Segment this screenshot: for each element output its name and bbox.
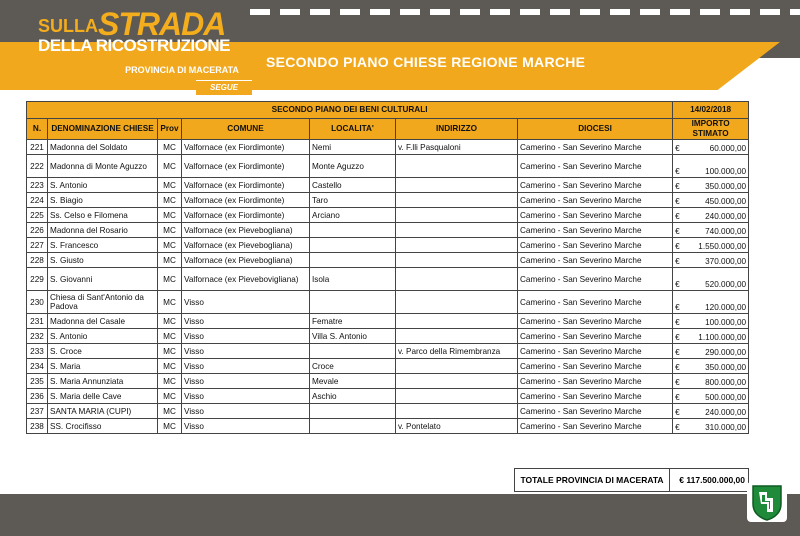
row-prov: MC	[158, 223, 182, 238]
currency-symbol: €	[675, 257, 680, 266]
table-row	[27, 419, 749, 434]
row-diocesi: Camerino - San Severino Marche	[518, 419, 673, 434]
row-number: 232	[27, 329, 48, 344]
segue-label: SEGUE	[196, 80, 252, 95]
currency-symbol: €	[675, 378, 680, 387]
row-church-name: Madonna del Soldato	[48, 140, 158, 155]
col-header-name: DENOMINAZIONE CHIESE	[48, 119, 158, 140]
row-prov: MC	[158, 389, 182, 404]
table-date: 14/02/2018	[673, 102, 749, 119]
bottom-bar	[0, 494, 800, 536]
amount-value: 1.550.000,00	[698, 242, 747, 251]
table-row	[27, 404, 749, 419]
col-header-comune: COMUNE	[182, 119, 310, 140]
row-diocesi: Camerino - San Severino Marche	[518, 178, 673, 193]
amount-value: 240.000,00	[705, 212, 747, 221]
row-indirizzo: v. F.lli Pasqualoni	[396, 140, 518, 155]
amount-value: 60.000,00	[709, 144, 747, 153]
row-comune: Visso	[182, 404, 310, 419]
row-number: 236	[27, 389, 48, 404]
row-number: 237	[27, 404, 48, 419]
table-row	[27, 140, 749, 155]
row-church-name: Madonna del Casale	[48, 314, 158, 329]
row-diocesi: Camerino - San Severino Marche	[518, 314, 673, 329]
row-comune: Valfornace (ex Pievebogliana)	[182, 253, 310, 268]
total-label: TOTALE PROVINCIA DI MACERATA	[515, 469, 670, 492]
row-localita	[310, 223, 396, 238]
row-localita	[310, 253, 396, 268]
province-label: PROVINCIA DI MACERATA	[112, 62, 252, 79]
row-church-name: Ss. Celso e Filomena	[48, 208, 158, 223]
row-comune: Visso	[182, 419, 310, 434]
amount-value: 120.000,00	[705, 303, 747, 312]
row-indirizzo	[396, 193, 518, 208]
row-importo	[673, 404, 749, 419]
row-importo	[673, 253, 749, 268]
currency-symbol: €	[675, 423, 680, 432]
row-church-name: Madonna di Monte Aguzzo	[48, 155, 158, 178]
row-comune: Valfornace (ex Fiordimonte)	[182, 208, 310, 223]
row-localita	[310, 238, 396, 253]
col-header-importo: IMPORTO STIMATO	[673, 119, 749, 140]
row-importo	[673, 374, 749, 389]
row-diocesi: Camerino - San Severino Marche	[518, 208, 673, 223]
table-row	[27, 268, 749, 291]
dashed-line-decoration	[250, 9, 800, 15]
table-row	[27, 223, 749, 238]
row-prov: MC	[158, 314, 182, 329]
currency-symbol: €	[675, 280, 680, 289]
row-prov: MC	[158, 140, 182, 155]
row-diocesi: Camerino - San Severino Marche	[518, 291, 673, 314]
table-title: SECONDO PIANO DEI BENI CULTURALI	[27, 102, 673, 119]
currency-symbol: €	[675, 212, 680, 221]
amount-value: 290.000,00	[705, 348, 747, 357]
row-church-name: S. Maria	[48, 359, 158, 374]
currency-symbol: €	[675, 333, 680, 342]
row-prov: MC	[158, 253, 182, 268]
row-number: 234	[27, 359, 48, 374]
row-localita: Isola	[310, 268, 396, 291]
col-header-prov: Prov	[158, 119, 182, 140]
row-number: 233	[27, 344, 48, 359]
row-prov: MC	[158, 238, 182, 253]
col-header-n: N.	[27, 119, 48, 140]
row-number: 223	[27, 178, 48, 193]
row-comune: Valfornace (ex Pievebovigliana)	[182, 268, 310, 291]
row-comune: Valfornace (ex Fiordimonte)	[182, 193, 310, 208]
page-title: SECONDO PIANO CHIESE REGIONE MARCHE	[266, 54, 586, 70]
row-localita: Villa S. Antonio	[310, 329, 396, 344]
row-importo	[673, 238, 749, 253]
table-row	[27, 238, 749, 253]
row-prov: MC	[158, 374, 182, 389]
table-row	[27, 178, 749, 193]
row-importo	[673, 389, 749, 404]
regione-marche-emblem-icon	[747, 482, 787, 522]
amount-value: 800.000,00	[705, 378, 747, 387]
amount-value: 350.000,00	[705, 363, 747, 372]
row-diocesi: Camerino - San Severino Marche	[518, 389, 673, 404]
row-localita: Castello	[310, 178, 396, 193]
row-church-name: S. Francesco	[48, 238, 158, 253]
amount-value: 310.000,00	[705, 423, 747, 432]
row-comune: Visso	[182, 329, 310, 344]
row-diocesi: Camerino - San Severino Marche	[518, 140, 673, 155]
currency-symbol: €	[675, 197, 680, 206]
row-indirizzo	[396, 374, 518, 389]
row-importo	[673, 140, 749, 155]
row-indirizzo	[396, 178, 518, 193]
currency-symbol: €	[675, 167, 680, 176]
row-importo	[673, 155, 749, 178]
amount-value: 500.000,00	[705, 393, 747, 402]
row-comune: Valfornace (ex Fiordimonte)	[182, 155, 310, 178]
row-diocesi: Camerino - San Severino Marche	[518, 374, 673, 389]
row-diocesi: Camerino - San Severino Marche	[518, 404, 673, 419]
row-importo	[673, 419, 749, 434]
row-diocesi: Camerino - San Severino Marche	[518, 344, 673, 359]
row-importo	[673, 268, 749, 291]
row-diocesi: Camerino - San Severino Marche	[518, 359, 673, 374]
row-prov: MC	[158, 359, 182, 374]
row-number: 229	[27, 268, 48, 291]
row-localita: Fematre	[310, 314, 396, 329]
row-prov: MC	[158, 344, 182, 359]
row-importo	[673, 344, 749, 359]
col-header-localita: LOCALITA'	[310, 119, 396, 140]
row-indirizzo	[396, 389, 518, 404]
row-indirizzo	[396, 253, 518, 268]
row-indirizzo	[396, 268, 518, 291]
row-church-name: S. Antonio	[48, 178, 158, 193]
row-localita: Aschio	[310, 389, 396, 404]
currency-symbol: €	[675, 363, 680, 372]
amount-value: 520.000,00	[705, 280, 747, 289]
row-number: 224	[27, 193, 48, 208]
total-value: € 117.500.000,00	[670, 469, 749, 492]
row-indirizzo	[396, 238, 518, 253]
row-prov: MC	[158, 178, 182, 193]
row-number: 225	[27, 208, 48, 223]
row-comune: Valfornace (ex Pievebogliana)	[182, 223, 310, 238]
row-number: 230	[27, 291, 48, 314]
row-church-name: S. Giusto	[48, 253, 158, 268]
row-localita	[310, 419, 396, 434]
col-header-indirizzo: INDIRIZZO	[396, 119, 518, 140]
row-church-name: SANTA MARIA (CUPI)	[48, 404, 158, 419]
row-diocesi: Camerino - San Severino Marche	[518, 253, 673, 268]
row-number: 231	[27, 314, 48, 329]
row-prov: MC	[158, 155, 182, 178]
row-indirizzo	[396, 155, 518, 178]
row-importo	[673, 291, 749, 314]
row-church-name: S. Maria Annunziata	[48, 374, 158, 389]
row-importo	[673, 359, 749, 374]
row-prov: MC	[158, 208, 182, 223]
amount-value: 1.100.000,00	[698, 333, 747, 342]
table-row	[27, 359, 749, 374]
row-importo	[673, 178, 749, 193]
row-comune: Visso	[182, 314, 310, 329]
row-comune: Visso	[182, 389, 310, 404]
row-church-name: S. Maria delle Cave	[48, 389, 158, 404]
row-diocesi: Camerino - San Severino Marche	[518, 268, 673, 291]
row-importo	[673, 193, 749, 208]
row-indirizzo	[396, 314, 518, 329]
row-number: 238	[27, 419, 48, 434]
col-header-diocesi: DIOCESI	[518, 119, 673, 140]
table-row	[27, 208, 749, 223]
row-number: 235	[27, 374, 48, 389]
row-indirizzo	[396, 291, 518, 314]
row-number: 227	[27, 238, 48, 253]
row-church-name: Chiesa di Sant'Antonio da Padova	[48, 291, 158, 314]
row-importo	[673, 314, 749, 329]
row-number: 222	[27, 155, 48, 178]
row-localita	[310, 344, 396, 359]
row-number: 221	[27, 140, 48, 155]
row-church-name: S. Biagio	[48, 193, 158, 208]
row-localita	[310, 404, 396, 419]
row-church-name: S. Antonio	[48, 329, 158, 344]
amount-value: 240.000,00	[705, 408, 747, 417]
row-comune: Visso	[182, 359, 310, 374]
row-prov: MC	[158, 419, 182, 434]
row-prov: MC	[158, 329, 182, 344]
row-diocesi: Camerino - San Severino Marche	[518, 223, 673, 238]
currency-symbol: €	[675, 227, 680, 236]
currency-symbol: €	[675, 393, 680, 402]
row-prov: MC	[158, 268, 182, 291]
table-row	[27, 193, 749, 208]
table-row	[27, 329, 749, 344]
logo-word-strada: STRADA	[98, 6, 226, 42]
logo-ricostruzione: DELLA RICOSTRUZIONE	[38, 36, 230, 55]
row-church-name: Madonna del Rosario	[48, 223, 158, 238]
row-indirizzo	[396, 208, 518, 223]
row-importo	[673, 223, 749, 238]
row-comune: Visso	[182, 344, 310, 359]
row-indirizzo	[396, 223, 518, 238]
currency-symbol: €	[675, 348, 680, 357]
row-diocesi: Camerino - San Severino Marche	[518, 238, 673, 253]
row-comune: Visso	[182, 291, 310, 314]
row-diocesi: Camerino - San Severino Marche	[518, 193, 673, 208]
currency-symbol: €	[675, 303, 680, 312]
row-indirizzo: v. Pontelato	[396, 419, 518, 434]
row-indirizzo	[396, 404, 518, 419]
row-comune: Valfornace (ex Pievebogliana)	[182, 238, 310, 253]
amount-value: 100.000,00	[705, 318, 747, 327]
row-prov: MC	[158, 291, 182, 314]
row-church-name: S. Giovanni	[48, 268, 158, 291]
total-box	[514, 468, 749, 492]
logo-word-sulla: SULLA	[38, 16, 98, 36]
amount-value: 100.000,00	[705, 167, 747, 176]
table-row	[27, 389, 749, 404]
row-localita	[310, 291, 396, 314]
row-diocesi: Camerino - San Severino Marche	[518, 155, 673, 178]
currency-symbol: €	[675, 144, 680, 153]
currency-symbol: €	[675, 318, 680, 327]
row-localita: Nemi	[310, 140, 396, 155]
table-row	[27, 344, 749, 359]
row-comune: Valfornace (ex Fiordimonte)	[182, 178, 310, 193]
currency-symbol: €	[675, 408, 680, 417]
currency-symbol: €	[675, 242, 680, 251]
row-diocesi: Camerino - San Severino Marche	[518, 329, 673, 344]
row-localita: Monte Aguzzo	[310, 155, 396, 178]
row-localita: Arciano	[310, 208, 396, 223]
amount-value: 370.000,00	[705, 257, 747, 266]
row-importo	[673, 208, 749, 223]
table-row	[27, 374, 749, 389]
amount-value: 740.000,00	[705, 227, 747, 236]
row-indirizzo	[396, 359, 518, 374]
row-prov: MC	[158, 404, 182, 419]
row-localita: Mevale	[310, 374, 396, 389]
row-indirizzo: v. Parco della Rimembranza	[396, 344, 518, 359]
churches-table	[26, 101, 749, 434]
row-church-name: S. Croce	[48, 344, 158, 359]
row-localita: Croce	[310, 359, 396, 374]
row-comune: Valfornace (ex Fiordimonte)	[182, 140, 310, 155]
row-comune: Visso	[182, 374, 310, 389]
currency-symbol: €	[675, 182, 680, 191]
table-row	[27, 291, 749, 314]
row-number: 228	[27, 253, 48, 268]
row-indirizzo	[396, 329, 518, 344]
table-row	[27, 253, 749, 268]
table-row	[27, 155, 749, 178]
row-importo	[673, 329, 749, 344]
row-localita: Taro	[310, 193, 396, 208]
table-row	[27, 314, 749, 329]
row-church-name: SS. Crocifisso	[48, 419, 158, 434]
amount-value: 350.000,00	[705, 182, 747, 191]
row-prov: MC	[158, 193, 182, 208]
row-number: 226	[27, 223, 48, 238]
amount-value: 450.000,00	[705, 197, 747, 206]
